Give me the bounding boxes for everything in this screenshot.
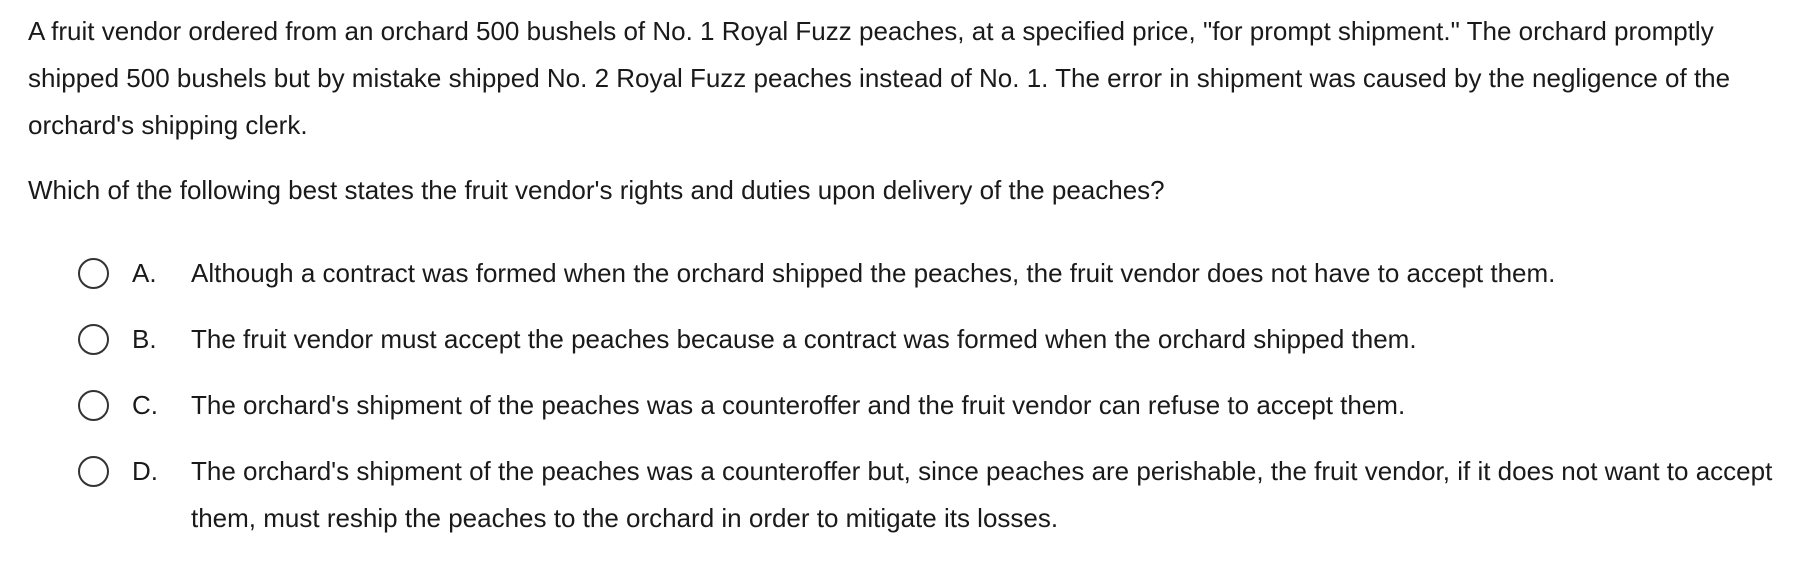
radio-button-b[interactable]	[78, 324, 109, 355]
option-letter: A.	[132, 258, 157, 288]
question-stem: A fruit vendor ordered from an orchard 500 bushels of No. 1 Royal Fuzz peaches, at a specified price, "for prompt shipment." The orchard promptly shipped 500 bushels but by mistake shipped No. 2 Royal Fuzz peaches instead of No. 1. The error in shipment was caused by the negligence of the orchard's shipping clerk.	[28, 16, 1731, 140]
option-c[interactable]	[78, 382, 1778, 429]
option-letter: B.	[132, 324, 157, 354]
question-block	[28, 8, 1768, 214]
option-b[interactable]	[78, 316, 1778, 363]
option-letter: C.	[132, 390, 158, 420]
option-text: The orchard's shipment of the peaches was a counteroffer and the fruit vendor can refuse to accept them.	[191, 390, 1406, 420]
option-text: The fruit vendor must accept the peaches because a contract was formed when the orchard shipped them.	[191, 324, 1417, 354]
option-letter: D.	[132, 456, 158, 486]
radio-button-a[interactable]	[78, 258, 109, 289]
question-prompt: Which of the following best states the fruit vendor's rights and duties upon delivery of the peaches?	[28, 175, 1165, 205]
answer-options	[78, 250, 1778, 561]
option-d[interactable]	[78, 448, 1778, 542]
radio-button-c[interactable]	[78, 390, 109, 421]
option-text: The orchard's shipment of the peaches was a counteroffer but, since peaches are perishable, the fruit vendor, if it does not want to accept them, must reship the peaches to the orchard in order to mitigate its losses.	[191, 456, 1773, 533]
option-text: Although a contract was formed when the orchard shipped the peaches, the fruit vendor does not have to accept them.	[191, 258, 1556, 288]
option-a[interactable]	[78, 250, 1778, 297]
radio-button-d[interactable]	[78, 456, 109, 487]
